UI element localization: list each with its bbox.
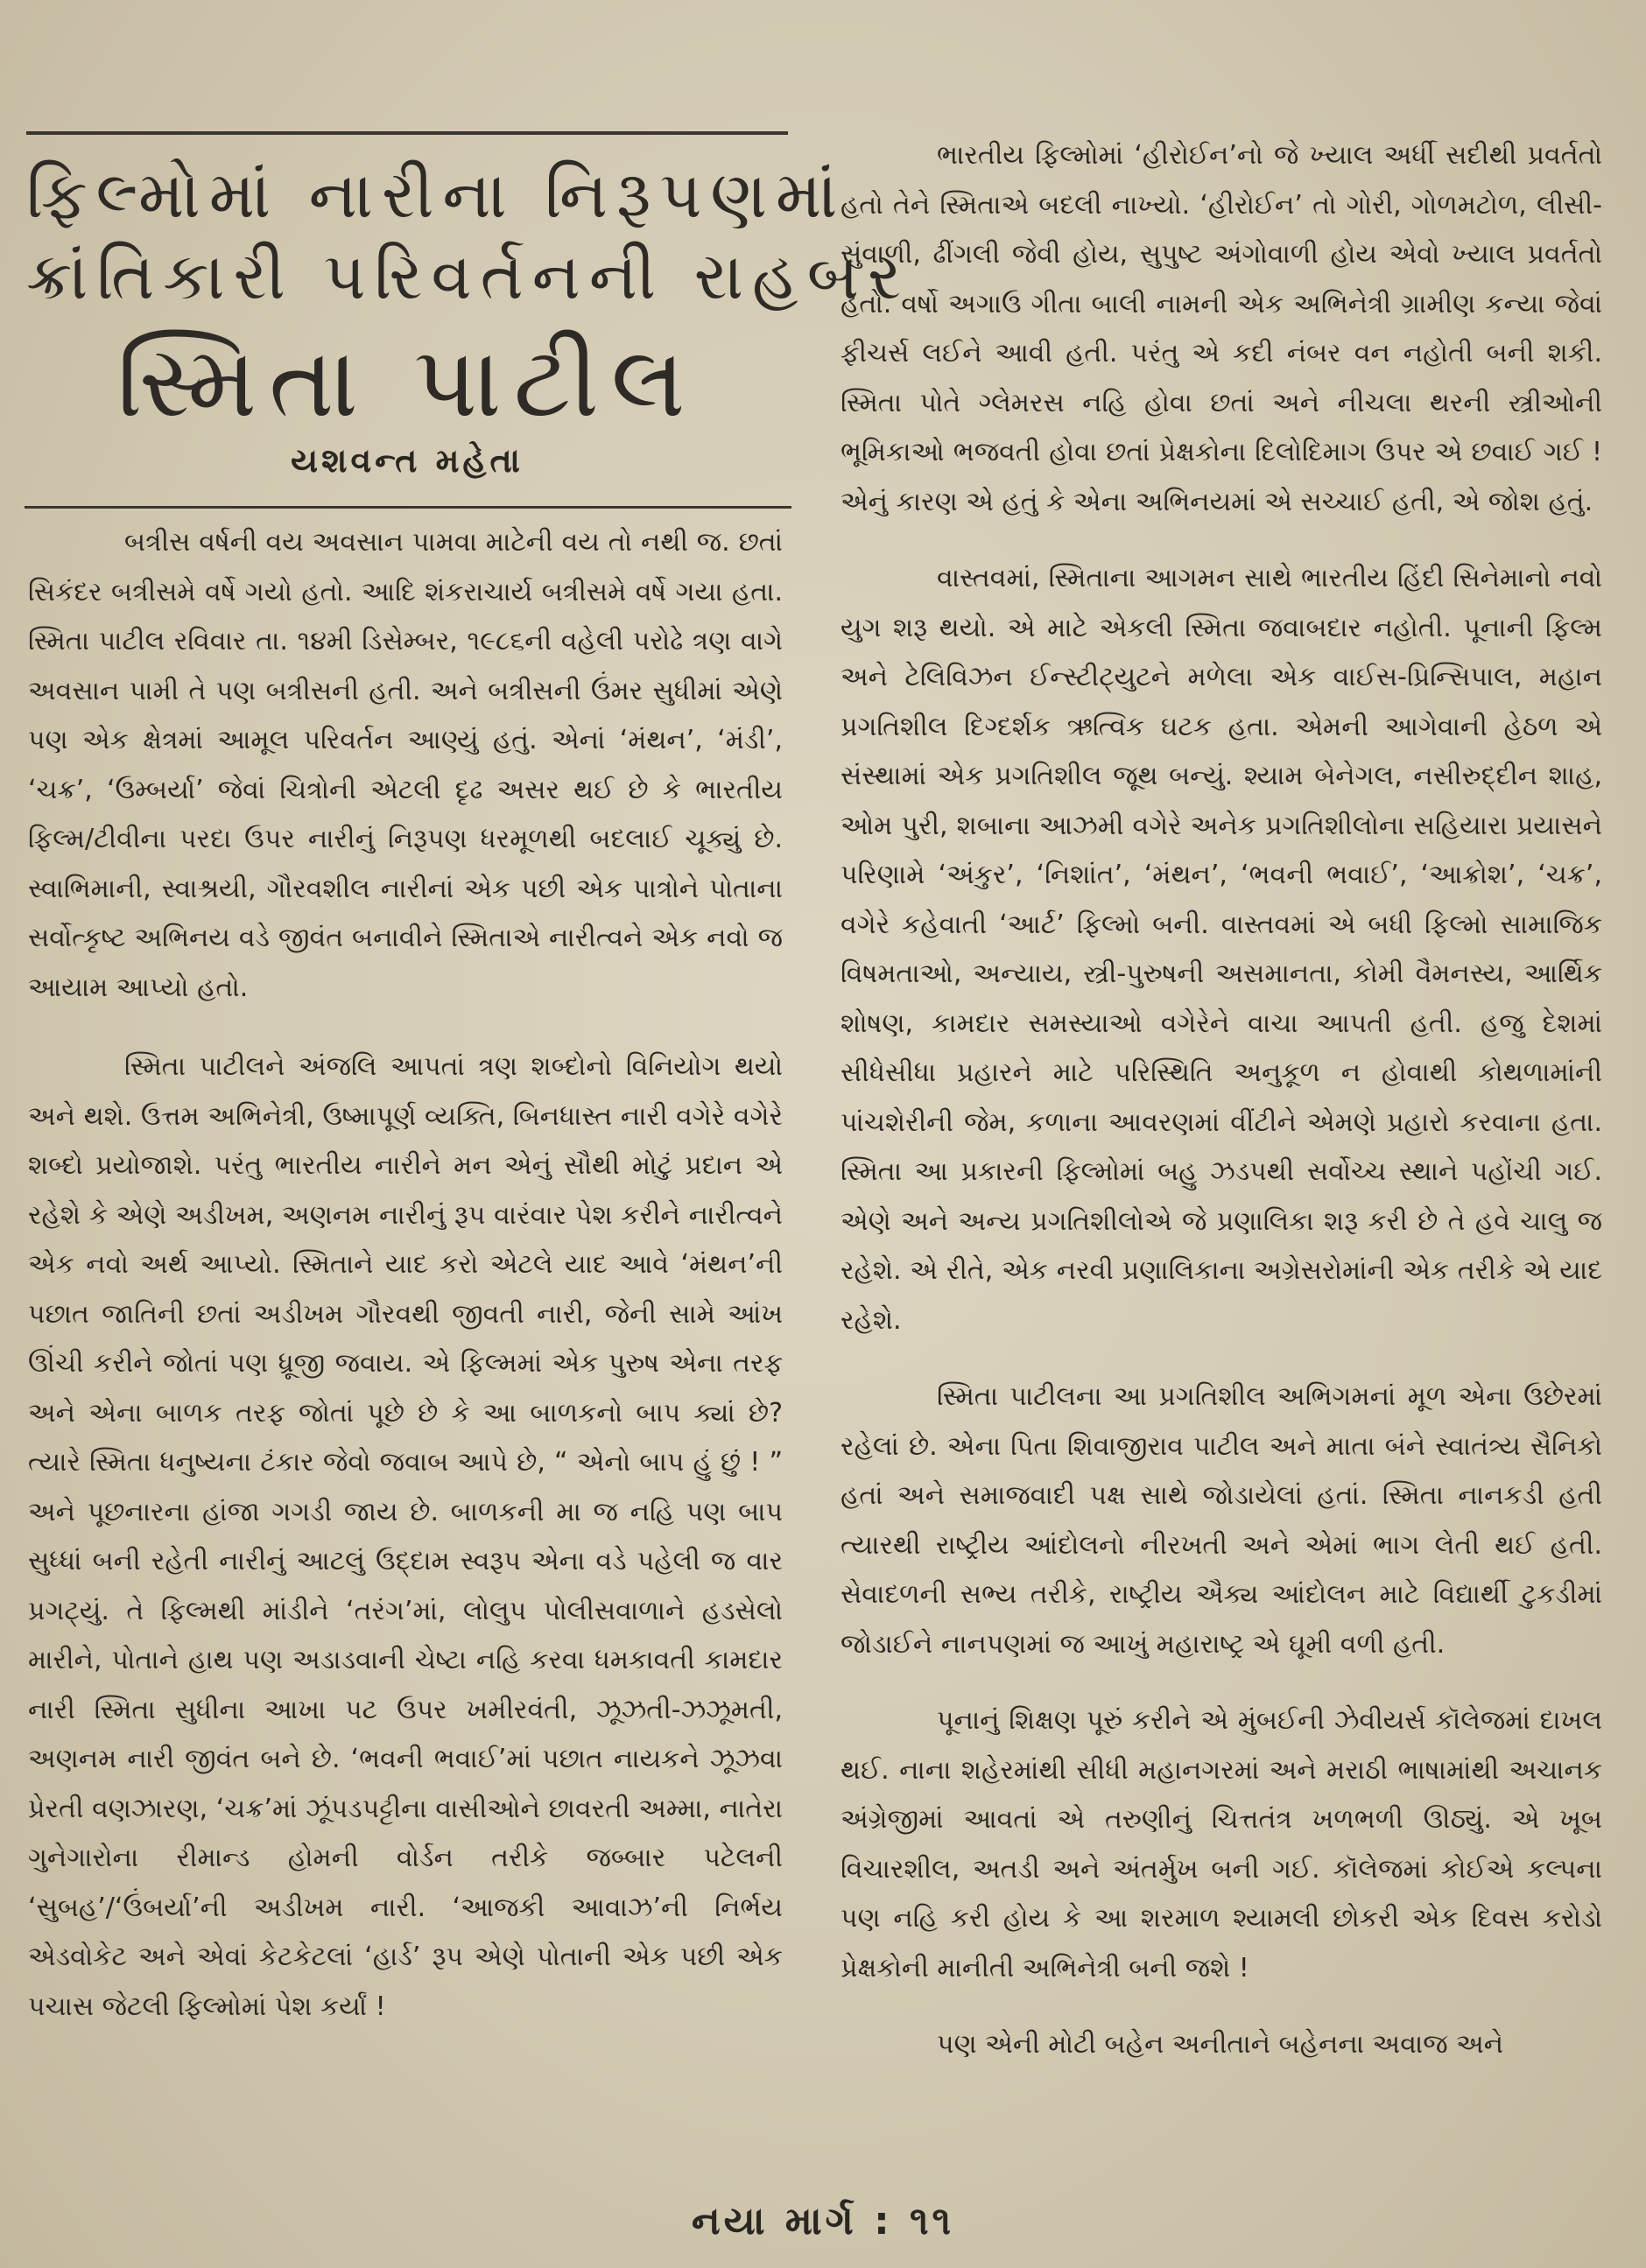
page-footer: નયા માર્ગ : ૧૧ — [691, 2199, 955, 2243]
headline-line-1: ફિલ્મોમાં નારીના નિરૂપણમાં — [26, 158, 847, 233]
headline-top-rule — [26, 131, 788, 135]
right-paragraph-4: પૂનાનું શિક્ષણ પૂરું કરીને એ મુંબઈની ઝેવીયર્સ કૉલેજમાં દાખલ થઈ. નાના શહેરમાંથી સીધી મહાનગરમાં અને મરાઠી ભાષામાંથી અચાનક અંગ્રેજીમાં આવતાં એ તરુણીનું ચિત્તતંત્ર ખળભળી ઊઠ્યું. એ ખૂબ વિચારશીલ, અતડી અને અંતર્મુખ બની ગઈ. કૉલેજમાં કોઈએ કલ્પના પણ નહિ કરી હોય કે આ શરમાળ શ્યામલી છોકરી એક દિવસ કરોડો પ્રેક્ષકોની માનીતી અભિનેત્રી બની જશે ! — [841, 1705, 1602, 1984]
left-paragraph-1: બત્રીસ વર્ષની વય અવસાન પામવા માટેની વય તો નથી જ. છતાં સિકંદર બત્રીસમે વર્ષે ગયો હતો. આદિ શંકરાચાર્ય બત્રીસમે વર્ષે ગયા હતા. સ્મિતા પાટીલ રવિવાર તા. ૧૪મી ડિસેમ્બર, ૧૯૮૬ની વહેલી પરોઢે ત્રણ વાગે અવસાન પામી તે પણ બત્રીસની હતી. અને બત્રીસની ઉંમર સુધીમાં એણે પણ એક ક્ષેત્રમાં આમૂલ પરિવર્તન આણ્યું હતું. એનાં ‘મંથન’, ‘મંડી’, ‘ચક્ર’, ‘ઉમ્બર્યા’ જેવાં ચિત્રોની એટલી દૃઢ અસર થઈ છે કે ભારતીય ફિલ્મ/ટીવીના પરદા ઉપર નારીનું નિરૂપણ ધરમૂળથી બદલાઈ ચૂક્યું છે. સ્વાભિમાની, સ્વાશ્રયી, ગૌરવશીલ નારીનાં એક પછી એક પાત્રોને પોતાના સર્વોત્કૃષ્ટ અભિનય વડે જીવંત બનાવીને સ્મિતાએ નારીત્વને એક નવો જ આયામ આપ્યો હતો. — [28, 527, 783, 1003]
right-paragraph-2: વાસ્તવમાં, સ્મિતાના આગમન સાથે ભારતીય હિંદી સિનેમાનો નવો યુગ શરૂ થયો. એ માટે એકલી સ્મિતા જવાબદાર નહોતી. પૂનાની ફિલ્મ અને ટેલિવિઝન ઈન્સ્ટીટ્યુટને મળેલા એક વાઈસ-પ્રિન્સિપાલ, મહાન પ્રગતિશીલ દિગ્દર્શક ઋત્વિક ઘટક હતા. એમની આગેવાની હેઠળ એ સંસ્થામાં એક પ્રગતિશીલ જૂથ બન્યું. શ્યામ બેનેગલ, નસીરુદ્દીન શાહ, ઓમ પુરી, શબાના આઝમી વગેરે અનેક પ્રગતિશીલોના સહિયારા પ્રયાસને પરિણામે ‘અંકુર’, ‘નિશાંત’, ‘મંથન’, ‘ભવની ભવાઈ’, ‘આક્રોશ’, ‘ચક્ર’, વગેરે કહેવાતી ‘આર્ટ’ ફિલ્મો બની. વાસ્તવમાં એ બધી ફિલ્મો સામાજિક વિષમતાઓ, અન્યાય, સ્ત્રી-પુરુષની અસમાનતા, કોમી વૈમનસ્ય, આર્થિક શોષણ, કામદાર સમસ્યાઓ વગેરેને વાચા આપતી હતી. હજુ દેશમાં સીધેસીધા પ્રહારને માટે પરિસ્થિતિ અનુકૂળ ન હોવાથી કોથળામાંની પાંચશેરીની જેમ, કળાના આવરણમાં વીંટીને એમણે પ્રહારો કરવાના હતા. સ્મિતા આ પ્રકારની ફિલ્મોમાં બહુ ઝડપથી સર્વોચ્ચ સ્થાને પહોંચી ગઈ. એણે અને અન્ય પ્રગતિશીલોએ જે પ્રણાલિકા શરૂ કરી છે તે હવે ચાલુ જ રહેશે. એ રીતે, એક નરવી પ્રણાલિકાના અગ્રેસરોમાંની એક તરીકે એ યાદ રહેશે. — [841, 563, 1602, 1336]
right-paragraph-1: ભારતીય ફિલ્મોમાં ‘હીરોઈન’નો જે ખ્યાલ અર્ધી સદીથી પ્રવર્તતો હતો તેને સ્મિતાએ બદલી નાખ્યો. ‘હીરોઈન’ તો ગોરી, ગોળમટોળ, લીસી-સુંવાળી, ઢીંગલી જેવી હોય, સુપુષ્ટ અંગોવાળી હોય એવો ખ્યાલ પ્રવર્તતો હતો. વર્ષો અગાઉ ગીતા બાલી નામની એક અભિનેત્રી ગ્રામીણ કન્યા જેવાં ફીચર્સ લઈને આવી હતી. પરંતુ એ કદી નંબર વન નહોતી બની શકી. સ્મિતા પોતે ગ્લેમરસ નહિ હોવા છતાં અને નીચલા થરની સ્ત્રીઓની ભૂમિકાઓ ભજવતી હોવા છતાં પ્રેક્ષકોના દિલોદિમાગ ઉપર એ છવાઈ ગઈ ! એનું કારણ એ હતું કે એના અભિનયમાં એ સચ્ચાઈ હતી, એ જોશ હતું. — [841, 140, 1602, 517]
right-paragraph-3: સ્મિતા પાટીલના આ પ્રગતિશીલ અભિગમનાં મૂળ એના ઉછેરમાં રહેલાં છે. એના પિતા શિવાજીરાવ પાટીલ અને માતા બંને સ્વાતંત્ર્ય સૈનિકો હતાં અને સમાજવાદી પક્ષ સાથે જોડાયેલાં હતાં. સ્મિતા નાનકડી હતી ત્યારથી રાષ્ટ્રીય આંદોલનો નીરખતી અને એમાં ભાગ લેતી થઈ હતી. સેવાદળની સભ્ય તરીકે, રાષ્ટ્રીય ઐક્ય આંદોલન માટે વિદ્યાર્થી ટુકડીમાં જોડાઈને નાનપણમાં જ આખું મહારાષ્ટ્ર એ ઘૂમી વળી હતી. — [841, 1381, 1602, 1660]
right-paragraph-5: પણ એની મોટી બહેન અનીતાને બહેનના અવાજ અને — [937, 2029, 1504, 2060]
headline-bottom-rule — [25, 506, 791, 509]
right-column — [841, 131, 1602, 2070]
byline: યશવન્ત મહેતા — [291, 441, 524, 480]
left-paragraph-2: સ્મિતા પાટીલને અંજલિ આપતાં ત્રણ શબ્દોનો વિનિયોગ થયો અને થશે. ઉત્તમ અભિનેત્રી, ઉષ્માપૂર્ણ વ્યક્તિ, બિનધાસ્ત નારી વગેરે વગેરે શબ્દો પ્રયોજાશે. પરંતુ ભારતીય નારીને મન એનું સૌથી મોટું પ્રદાન એ રહેશે કે એણે અડીખમ, અણનમ નારીનું રૂપ વારંવાર પેશ કરીને નારીત્વને એક નવો અર્થ આપ્યો. સ્મિતાને યાદ કરો એટલે યાદ આવે ‘મંથન’ની પછાત જાતિની છતાં અડીખમ ગૌરવથી જીવતી નારી, જેની સામે આંખ ઊંચી કરીને જોતાં પણ ધ્રૂજી જવાય. એ ફિલ્મમાં એક પુરુષ એના તરફ અને એના બાળક તરફ જોતાં પૂછે છે કે આ બાળકનો બાપ ક્યાં છે? ત્યારે સ્મિતા ધનુષ્યના ટંકાર જેવો જવાબ આપે છે, “ એનો બાપ હું છું ! ” અને પૂછનારના હાંજા ગગડી જાય છે. બાળકની મા જ નહિ પણ બાપ સુધ્ધાં બની રહેતી નારીનું આટલું ઉદ્દામ સ્વરૂપ એના વડે પહેલી જ વાર પ્રગટ્યું. તે ફિલ્મથી માંડીને ‘તરંગ’માં, લોલુપ પોલીસવાળાને હડસેલો મારીને, પોતાને હાથ પણ અડાડવાની ચેષ્ટા નહિ કરવા ધમકાવતી કામદાર નારી સ્મિતા સુધીના આખા પટ ઉપર ખમીરવંતી, ઝૂઝતી-ઝઝૂમતી, અણનમ નારી જીવંત બને છે. ‘ભવની ભવાઈ’માં પછાત નાયકને ઝૂઝવા પ્રેરતી વણઝારણ, ‘ચક્ર’માં ઝૂંપડપટ્ટીના વાસીઓને છાવરતી અમ્મા, નાતેરા ગુનેગારોના રીમાન્ડ હોમની વોર્ડન તરીકે જબ્બાર પટેલની ‘સુબહ’/‘ઉંબર્યા’ની અડીખમ નારી. ‘આજકી આવાઝ’ની નિર્ભય એડવોકેટ અને એવાં કેટકેટલાં ‘હાર્ડ’ રૂપ એણે પોતાની એક પછી એક પચાસ જેટલી ફિલ્મોમાં પેશ કર્યાં ! — [28, 1051, 783, 2022]
headline-line-2: ક્રાંતિકારી પરિવર્તનની રાહબર — [26, 239, 911, 314]
left-column — [28, 518, 783, 2032]
headline-name: સ્મિતા પાટીલ — [116, 326, 698, 439]
